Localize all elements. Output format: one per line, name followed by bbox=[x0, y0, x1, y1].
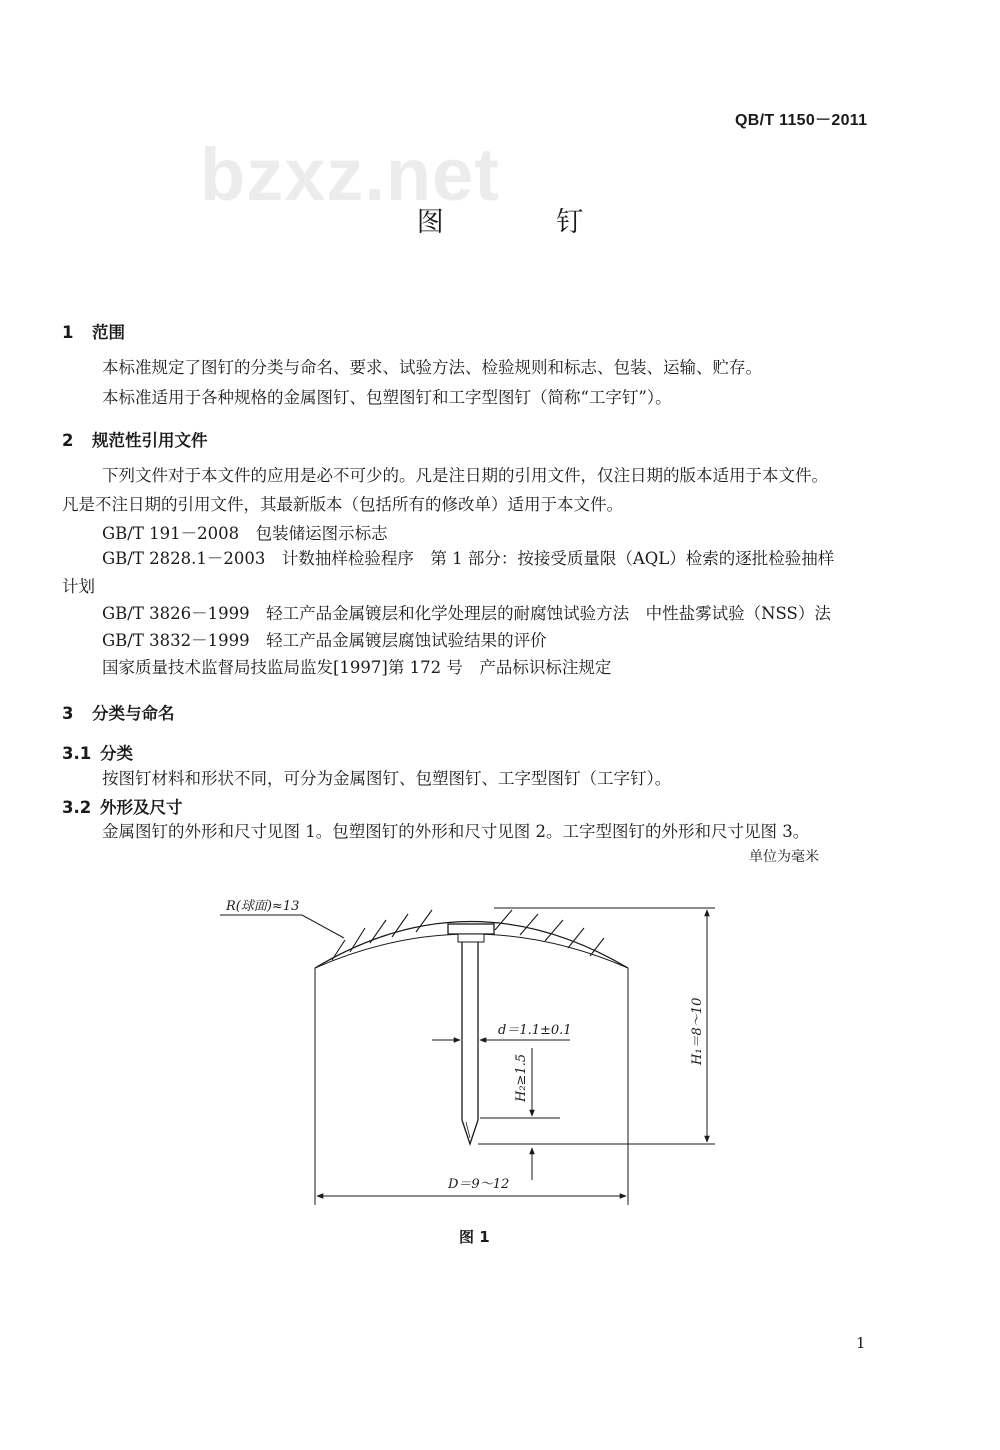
standard-code: QB/T 1150－2011 bbox=[735, 112, 868, 129]
watermark: bzxz.net bbox=[200, 133, 500, 216]
section-title: 范围 bbox=[92, 323, 125, 342]
reference-item: 国家质量技术监督局技监局监发[1997]第 172 号 产品标识标注规定 bbox=[102, 658, 612, 677]
height-h1-label: H₁＝8～10 bbox=[690, 997, 705, 1065]
reference-item: GB/T 191－2008 包装储运图示标志 bbox=[102, 524, 388, 543]
pin-point bbox=[462, 1120, 478, 1144]
paragraph: 金属图钉的外形和尺寸见图 1。包塑图钉的外形和尺寸见图 2。工字型图钉的外形和尺寸见图 3。 bbox=[102, 822, 810, 841]
paragraph: 下列文件对于本文件的应用是必不可少的。凡是注日期的引用文件，仅注日期的版本适用于本文件。 bbox=[102, 466, 828, 485]
subsection-3-1-heading bbox=[62, 740, 133, 764]
section-1-heading bbox=[62, 319, 125, 343]
subsection-3-2-heading bbox=[62, 794, 183, 818]
page-number: 1 bbox=[856, 1334, 866, 1352]
subsection-number: 3.1 bbox=[62, 744, 92, 763]
section-title: 规范性引用文件 bbox=[92, 431, 208, 450]
subsection-title: 分类 bbox=[100, 744, 133, 763]
unit-note: 单位为毫米 bbox=[749, 849, 819, 865]
paragraph: 按图钉材料和形状不同，可分为金属图钉、包塑图钉、工字型图钉（工字钉）。 bbox=[102, 769, 672, 788]
thumbtack-figure bbox=[220, 880, 740, 1205]
section-title: 分类与命名 bbox=[92, 704, 175, 723]
radius-label: R(球面)≈13 bbox=[226, 899, 300, 914]
diameter-D-label: D＝9～12 bbox=[448, 1177, 510, 1192]
pin-head bbox=[448, 924, 494, 934]
document-title: 图 钉 bbox=[416, 207, 636, 238]
reference-item: GB/T 2828.1－2003 计数抽样检验程序 第 1 部分：按接受质量限（AQL）检索的逐批检验抽样 bbox=[102, 549, 835, 568]
reference-item: GB/T 3832－1999 轻工产品金属镀层腐蚀试验结果的评价 bbox=[102, 631, 547, 650]
subsection-title: 外形及尺寸 bbox=[100, 798, 183, 817]
paragraph: 本标准适用于各种规格的金属图钉、包塑图钉和工字型图钉（简称“工字钉”）。 bbox=[102, 388, 672, 407]
height-h2-label: H₂≥1.5 bbox=[514, 1053, 529, 1102]
section-3-heading bbox=[62, 700, 175, 724]
section-2-heading bbox=[62, 427, 208, 451]
section-number: 2 bbox=[62, 431, 74, 450]
section-number: 3 bbox=[62, 704, 74, 723]
diameter-d-label: d＝1.1±0.1 bbox=[498, 1023, 572, 1038]
section-number: 1 bbox=[62, 323, 74, 342]
subsection-number: 3.2 bbox=[62, 798, 92, 817]
paragraph: 本标准规定了图钉的分类与命名、要求、试验方法、检验规则和标志、包装、运输、贮存。 bbox=[102, 358, 762, 377]
figure-caption: 图 1 bbox=[459, 1228, 490, 1246]
reference-item: GB/T 3826－1999 轻工产品金属镀层和化学处理层的耐腐蚀试验方法 中性盐雾试验（NSS）法 bbox=[102, 604, 831, 623]
paragraph: 凡是不注日期的引用文件，其最新版本（包括所有的修改单）适用于本文件。 bbox=[62, 495, 623, 514]
reference-item-continued: 计划 bbox=[62, 577, 95, 596]
